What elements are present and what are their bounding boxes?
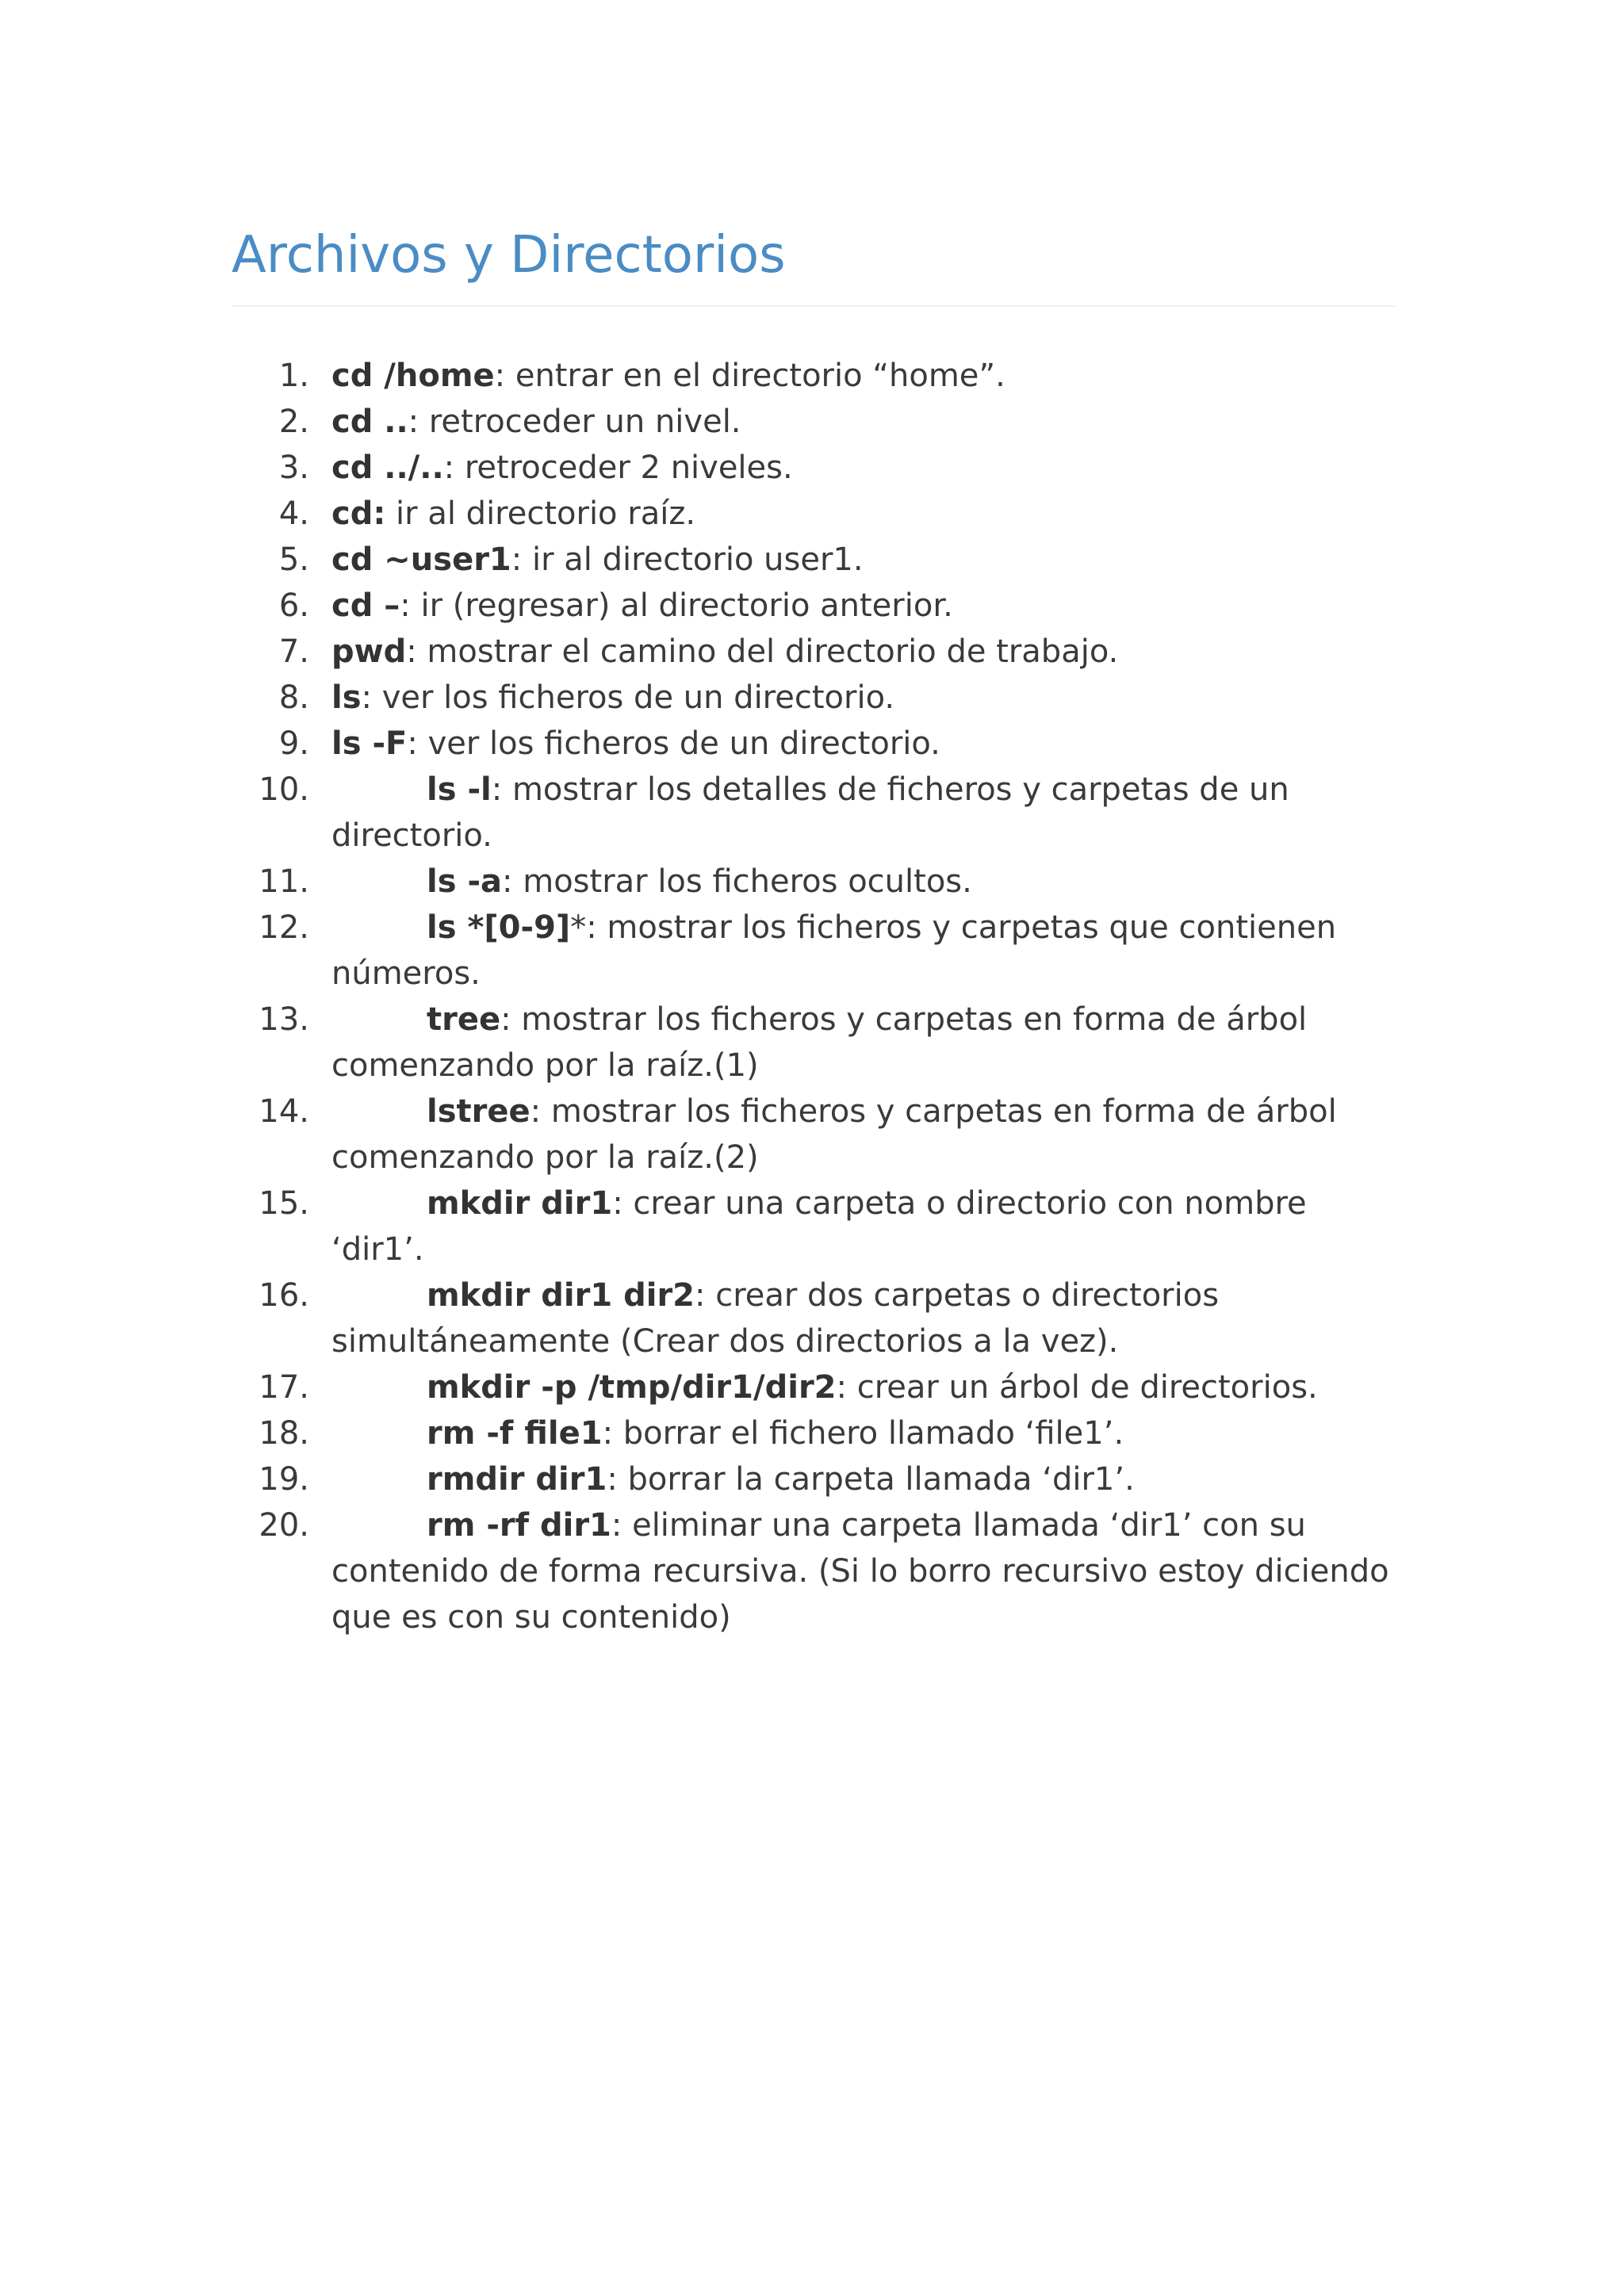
command-name: cd .. xyxy=(331,404,408,440)
list-item xyxy=(0,997,1624,1089)
list-item-number: 18. xyxy=(259,1415,309,1452)
command-description: : ir al directorio user1. xyxy=(511,541,864,578)
command-name: ls -a xyxy=(427,863,503,900)
command-name: cd ../.. xyxy=(331,450,444,486)
command-description: : mostrar los ficheros ocultos. xyxy=(502,863,972,900)
list-item xyxy=(0,1272,1624,1364)
command-description-continued: comenzando por la raíz.(1) xyxy=(331,1047,759,1084)
command-description: : retroceder un nivel. xyxy=(408,404,741,440)
command-name: mkdir -p /tmp/dir1/dir2 xyxy=(427,1369,837,1406)
command-description: : mostrar los ficheros y carpetas en forma de árbol xyxy=(530,1093,1337,1130)
list-item xyxy=(0,767,1624,859)
command-description: ir al directorio raíz. xyxy=(385,496,696,532)
list-item-line xyxy=(331,583,1624,629)
command-description: : ver los ficheros de un directorio. xyxy=(407,725,940,762)
list-item-number: 5. xyxy=(278,541,309,578)
command-description: : borrar el fichero llamado ‘file1’. xyxy=(602,1415,1124,1452)
list-item-number: 6. xyxy=(278,587,309,624)
command-description: : mostrar los detalles de ficheros y carpetas de un xyxy=(491,771,1289,808)
list-item xyxy=(0,445,1624,491)
list-item xyxy=(0,1410,1624,1456)
command-description: : borrar la carpeta llamada ‘dir1’. xyxy=(607,1461,1135,1498)
command-description: : retroceder 2 niveles. xyxy=(443,450,793,486)
list-item-line xyxy=(331,721,1624,767)
command-name: ls *[0-9] xyxy=(427,909,571,946)
list-item-line xyxy=(427,1181,1624,1226)
list-item-line xyxy=(331,445,1624,491)
list-item-line xyxy=(331,629,1624,675)
list-item xyxy=(0,1181,1624,1272)
list-item xyxy=(0,353,1624,399)
list-item xyxy=(0,1456,1624,1502)
command-name: ls xyxy=(331,679,362,716)
list-item-line xyxy=(427,1089,1624,1135)
command-name: mkdir dir1 dir2 xyxy=(427,1277,695,1314)
page-title: Archivos y Directorios xyxy=(232,226,786,285)
list-item-line xyxy=(427,1364,1624,1410)
list-item-number: 13. xyxy=(259,1001,309,1038)
command-description-continued: que es con su contenido) xyxy=(331,1599,731,1636)
list-item xyxy=(0,1089,1624,1181)
command-description-continued: directorio. xyxy=(331,817,492,854)
list-item xyxy=(0,629,1624,675)
list-item-number: 4. xyxy=(278,496,309,532)
command-description: : crear dos carpetas o directorios xyxy=(695,1277,1220,1314)
title-divider xyxy=(232,305,1397,307)
command-description: : mostrar el camino del directorio de trabajo. xyxy=(406,633,1119,670)
list-item-line xyxy=(427,905,1624,951)
list-item-line xyxy=(427,859,1624,905)
command-name: rm -rf dir1 xyxy=(427,1507,611,1544)
command-description: *: mostrar los ficheros y carpetas que contienen xyxy=(570,909,1337,946)
command-name: ls -l xyxy=(427,771,492,808)
list-item-line xyxy=(427,767,1624,813)
list-item xyxy=(0,905,1624,997)
list-item xyxy=(0,491,1624,537)
list-item-number: 14. xyxy=(259,1093,309,1130)
list-item-number: 9. xyxy=(278,725,309,762)
command-description-continued: ‘dir1’. xyxy=(331,1231,424,1268)
list-item-line xyxy=(331,675,1624,721)
list-item xyxy=(0,583,1624,629)
command-description: : ir (regresar) al directorio anterior. xyxy=(400,587,953,624)
list-item-line xyxy=(427,1456,1624,1502)
command-name: cd: xyxy=(331,496,386,532)
command-description: : crear una carpeta o directorio con nombre xyxy=(612,1185,1307,1222)
command-description-continued: contenido de forma recursiva. (Si lo borro recursivo estoy diciendo xyxy=(331,1553,1389,1590)
command-description: : eliminar una carpeta llamada ‘dir1’ con su xyxy=(611,1507,1306,1544)
command-name: mkdir dir1 xyxy=(427,1185,613,1222)
list-item-number: 19. xyxy=(259,1461,309,1498)
list-item-number: 8. xyxy=(278,679,309,716)
list-item-number: 3. xyxy=(278,450,309,486)
list-item-line xyxy=(427,1272,1624,1318)
list-item-number: 12. xyxy=(259,909,309,946)
list-item-line xyxy=(331,399,1624,445)
list-item-line xyxy=(427,997,1624,1043)
command-list xyxy=(0,353,1624,1640)
command-name: ls -F xyxy=(331,725,408,762)
list-item xyxy=(0,1364,1624,1410)
list-item-number: 16. xyxy=(259,1277,309,1314)
list-item xyxy=(0,1502,1624,1640)
command-name: rm -f file1 xyxy=(427,1415,603,1452)
list-item-number: 15. xyxy=(259,1185,309,1222)
list-item-line xyxy=(331,491,1624,537)
list-item-line xyxy=(331,353,1624,399)
command-name: lstree xyxy=(427,1093,530,1130)
command-name: cd ~user1 xyxy=(331,541,511,578)
list-item-number: 1. xyxy=(278,358,309,394)
command-name: tree xyxy=(427,1001,501,1038)
list-item-number: 2. xyxy=(278,404,309,440)
command-description-continued: números. xyxy=(331,955,481,992)
command-description: : ver los ficheros de un directorio. xyxy=(361,679,895,716)
command-description-continued: simultáneamente (Crear dos directorios a la vez). xyxy=(331,1323,1119,1360)
list-item-number: 11. xyxy=(259,863,309,900)
command-name: cd /home xyxy=(331,358,495,394)
command-description-continued: comenzando por la raíz.(2) xyxy=(331,1139,759,1176)
list-item xyxy=(0,675,1624,721)
list-item-number: 17. xyxy=(259,1369,309,1406)
command-description: : entrar en el directorio “home”. xyxy=(494,358,1005,394)
list-item-line xyxy=(331,537,1624,583)
list-item-number: 7. xyxy=(278,633,309,670)
command-name: rmdir dir1 xyxy=(427,1461,607,1498)
list-item-number: 20. xyxy=(259,1507,309,1544)
list-item-line xyxy=(427,1410,1624,1456)
command-name: cd – xyxy=(331,587,400,624)
list-item xyxy=(0,859,1624,905)
list-item xyxy=(0,721,1624,767)
list-item xyxy=(0,537,1624,583)
list-item-line xyxy=(427,1502,1624,1548)
list-item xyxy=(0,399,1624,445)
command-name: pwd xyxy=(331,633,407,670)
command-description: : mostrar los ficheros y carpetas en forma de árbol xyxy=(500,1001,1308,1038)
list-item-number: 10. xyxy=(259,771,309,808)
command-description: : crear un árbol de directorios. xyxy=(836,1369,1318,1406)
